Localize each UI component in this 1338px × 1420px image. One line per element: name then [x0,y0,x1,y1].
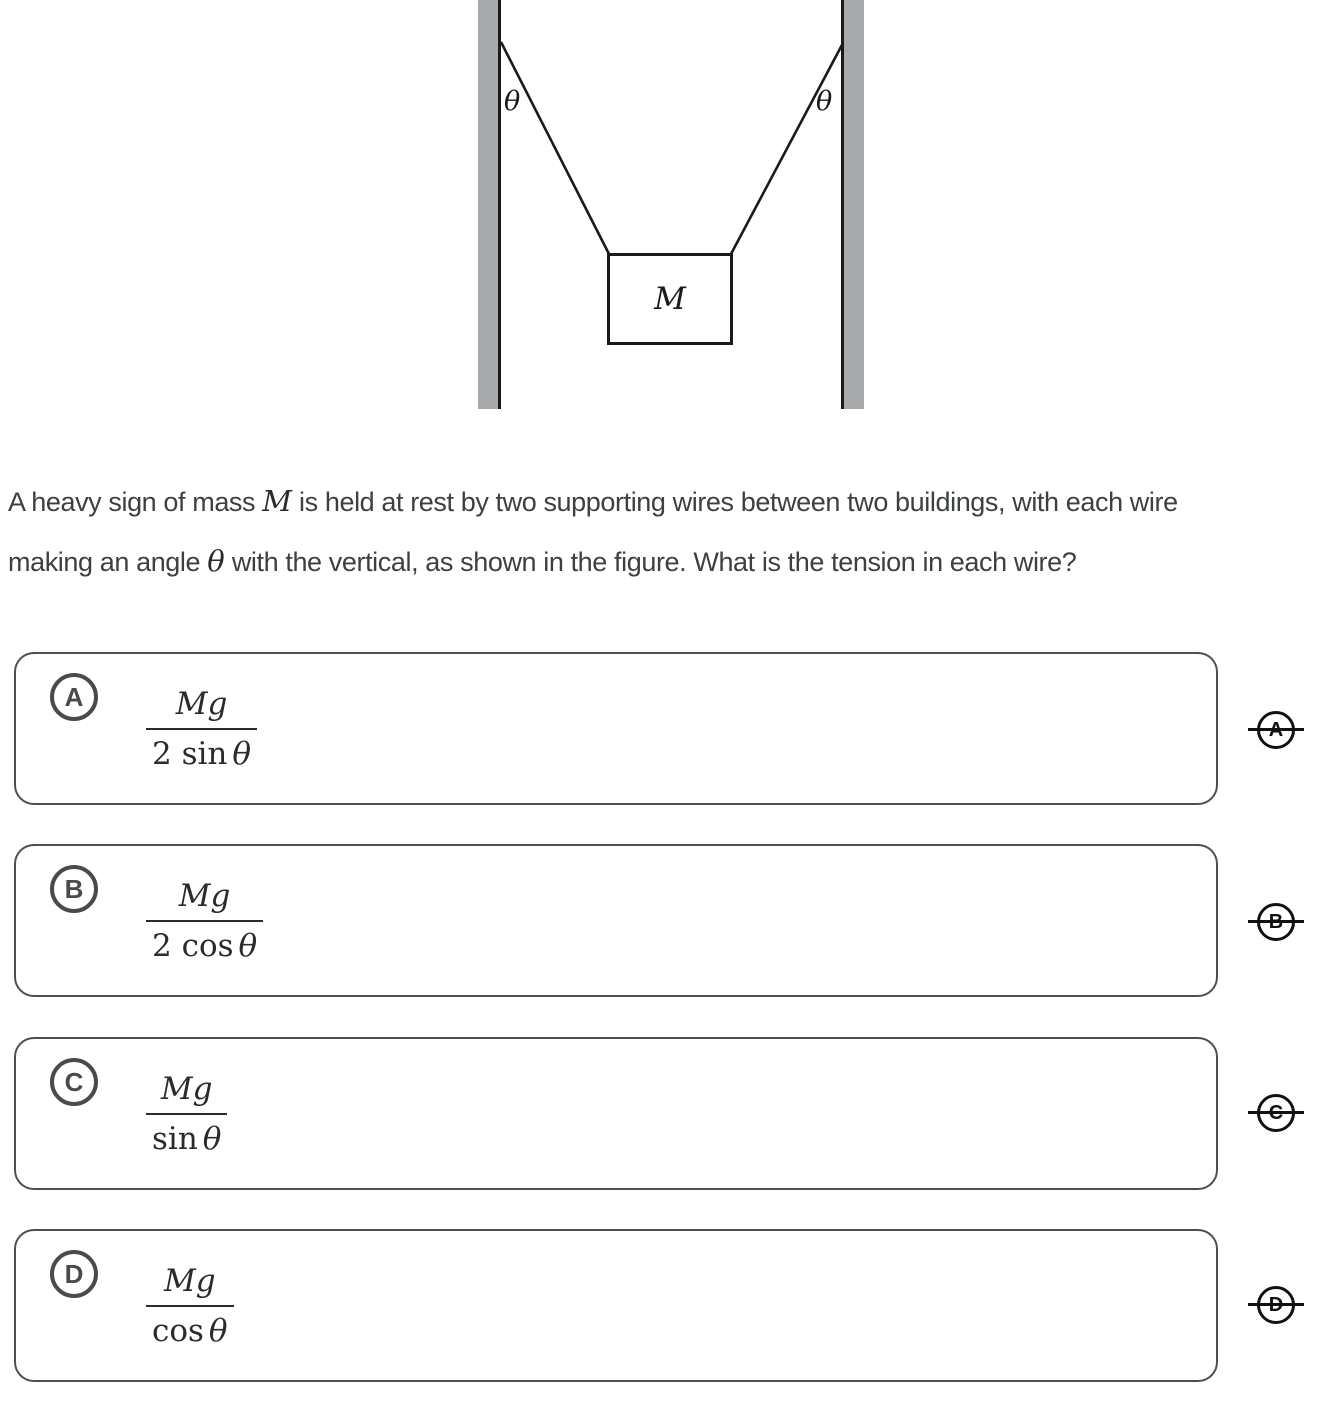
option-c-letter-badge: C [50,1058,98,1106]
option-d-numerator: Mg [163,1262,216,1299]
option-d-marker[interactable] [1248,1285,1304,1325]
answer-option-d[interactable] [14,1229,1218,1382]
option-d-letter-badge: D [50,1250,98,1298]
option-c-denominator-var: θ [202,1120,222,1157]
option-c-marker[interactable] [1248,1093,1304,1133]
option-a-marker[interactable] [1248,710,1304,750]
question-var-M: M [262,484,292,518]
wires-svg [0,0,1338,420]
option-b-marker-circle-icon: B [1257,903,1295,941]
option-c-denominator-fn: sin [152,1120,198,1157]
option-b-formula [146,878,263,964]
option-c-formula [146,1071,227,1157]
answer-option-b[interactable] [14,844,1218,997]
question-line2-post: with the vertical, as shown in the figure. What is the tension in each wire? [224,547,1077,577]
right-angle-theta-label: θ [816,86,833,117]
option-b-numerator: Mg [178,877,231,914]
option-a-marker-circle-icon: A [1257,711,1295,749]
option-a-formula [146,686,257,772]
option-b-denominator-var: θ [238,927,258,964]
option-d-denominator-var: θ [208,1312,228,1349]
option-a-denominator-var: θ [232,735,251,772]
left-angle-theta-label: θ [504,86,521,117]
option-b-denominator-fn: 2 cos [152,927,234,964]
left-wire [501,42,609,254]
option-a-numerator: Mg [175,685,228,722]
option-d-formula [146,1263,234,1349]
question-text-line-1 [8,484,1328,518]
option-d-denominator-fn: cos [152,1312,204,1349]
option-d-marker-circle-icon: D [1257,1286,1295,1324]
option-a-letter-badge: A [50,673,98,721]
answer-option-a[interactable] [14,652,1218,805]
question-text-line-2 [8,544,1328,578]
sign-mass-label: M [654,281,686,317]
option-b-letter-badge: B [50,865,98,913]
option-c-numerator: Mg [160,1070,213,1107]
option-c-marker-circle-icon: C [1257,1094,1295,1132]
question-line1-pre: A heavy sign of mass [8,487,263,517]
right-wire [731,43,843,254]
question-line2-pre: making an angle [8,547,208,577]
answer-option-c[interactable] [14,1037,1218,1190]
option-b-marker[interactable] [1248,902,1304,942]
option-a-denominator-fn: 2 sin [152,735,228,772]
question-line1-post: is held at rest by two supporting wires between two buildings, with each wire [291,487,1178,517]
sign-mass-box [607,253,733,345]
question-var-theta: θ [207,544,225,578]
